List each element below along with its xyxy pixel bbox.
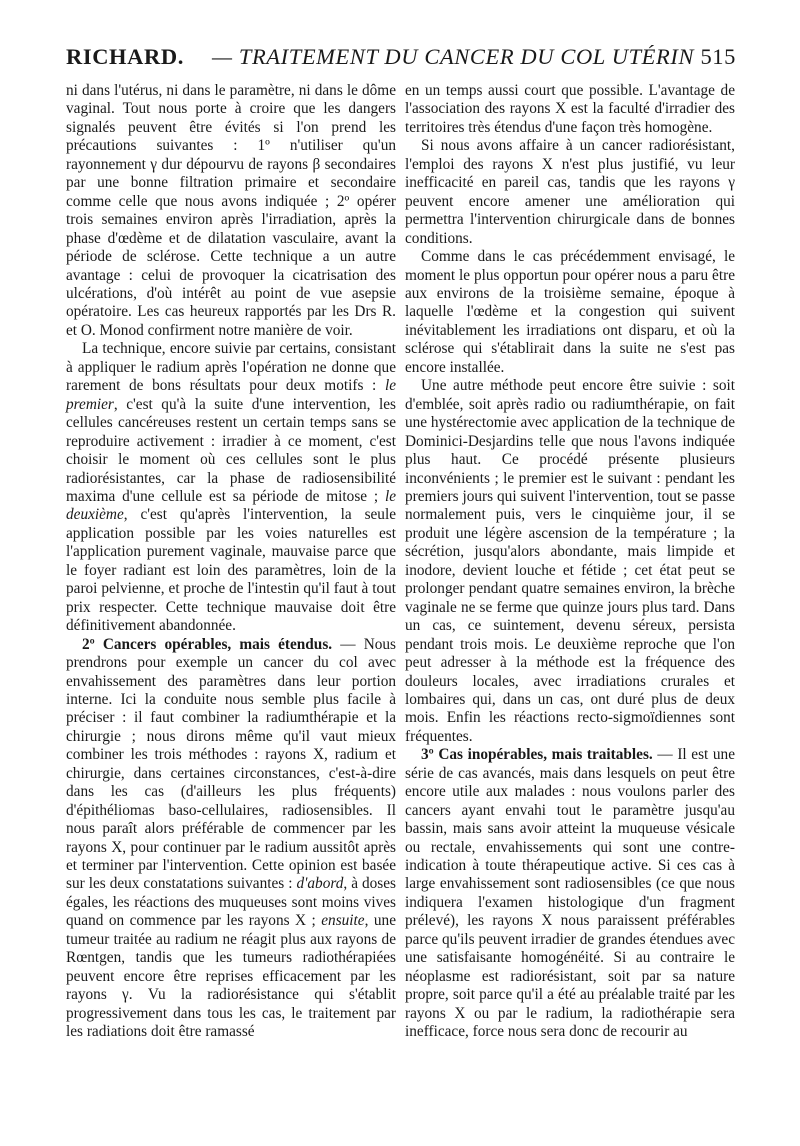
left-column xyxy=(66,82,396,1042)
text-run: , c'est qu'après l'intervention, la seule application possible par les voies naturelles est l'application purement vaginale, mauvaise parce que le foyer radiant est loin des paramètres, loin de la paroi pelvienne, et proche de l'intestin qu'il faut à tout prix respecter. Cette technique mauvaise doit être définitivement abandonnée. xyxy=(66,506,396,635)
paragraph: Comme dans le cas précédemment envisagé, le moment le plus opportun pour opérer nous a paru être aux environs de la troisième semaine, époque à laquelle l'œdème et la congestion qui suivent inévitablement les irradiations ont disparu, et où la sclérose qui s'établirait dans la suite ne s'est pas encore installée. xyxy=(405,248,735,376)
section-heading: 2º Cancers opérables, mais étendus. xyxy=(82,635,333,653)
paragraph: Une autre méthode peut encore être suivie : soit d'emblée, soit après radio ou radiumthérapie, on fait une hystérectomie avec application de la technique de Dominici-Desjardins telle que nous l'avons indiquée plus haut. Ce procédé présente plusieurs inconvénients ; le premier est le suivant : pendant les premiers jours qui suivent l'intervention, tout se passe normalement puis, vers le cinquième jour, il se produit une légère ascension de la température ; la sécrétion, jusqu'alors abondante, mais limpide et inodore, devient louche et fétide ; cet état peut se prolonger pendant quatre semaines environ, la brèche vaginale ne se ferme que quinze jours plus tard. Dans un cas, ce suintement, devenu séreux, persista pendant trois mois. Le deuxième reproche que l'on peut adresser à la méthode est la fréquence des douleurs locales, avec irradiations crurales et lombaires qui, dans un cas, ont duré plus de deux mois. Enfin les réactions recto-sigmoïdiennes sont fréquentes. xyxy=(405,377,736,745)
paragraph: en un temps aussi court que possible. L'avantage de l'association des rayons X est la faculté d'irradier des territoires très étendus d'une façon très homogène. xyxy=(405,82,735,136)
text-run: — Nous prendrons pour exemple un cancer du col avec envahissement des paramètres dans leur portion interne. Ici la conduite nous semble plus facile à préciser : il faut combiner la radiumthérapie et la chirurgie ; nous dirons même qu'il vaut mieux combiner les trois méthodes : rayons X, radium et chirurgie, dans certaines circonstances, c'est-à-dire dans les cas (d'ailleurs les plus fréquents) d'épithéliomas baso-cellulaires, radiosensibles. Il nous paraît alors préférable de commencer par les rayons X, pour continuer par le radium aussitôt après et terminer par l'intervention. Cette opinion est basée sur les deux constatations suivantes : xyxy=(66,635,397,893)
text-run: , c'est qu'à la suite d'une intervention, les cellules cancéreuses restent un certain temps sans se reproduire activement : irradier à ce moment, c'est choisir le moment où ces cellules sont le plus radiorésistantes, car la phase de radiosensibilité maxima d'une cellule est sa période de mitose ; xyxy=(66,395,396,505)
text-run: — Il est une série de cas avancés, mais dans lesquels on peut être encore utile aux malades : nous voulons parler des cancers ayant envahi tout le paramètre jusqu'au bassin, mais sans avoir atteint la muqueuse vésicale ou rectale, envahissements qui sont une contre-indication à toute thérapeutique active. Si ces cas à large envahissement sont radiosensibles (ce que nous indiquera l'examen histologique d'un fragment prélevé), les rayons X nous paraissent préférables parce qu'ils peuvent irradier de grandes étendues avec une satisfaisante homogénéité. Si au contraire le néoplasme est radiorésistant, soit par sa nature propre, soit parce qu'il a été au préalable traité par les rayons X ou par le radium, la radiothérapie sera inefficace, force nous sera donc de recourir au xyxy=(405,746,735,1041)
emphasis: ensuite xyxy=(321,912,365,930)
page-number: 515 xyxy=(700,44,736,69)
paragraph: ni dans l'utérus, ni dans le paramètre, ni dans le dôme vaginal. Tout nous porte à croire que les dangers signalés peuvent être évités si l'on prend les précautions suivantes : 1º n'utiliser qu'un rayonnement γ dur dépourvu de rayons β secondaires par une bonne filtration primaire et secondaire comme celle que nous avons indiquée ; 2º opérer trois semaines environ après l'irradiation, après la phase d'œdème et de dilatation vasculaire, avant la période de sclérose. Cette technique a un autre avantage : celui de provoquer la cicatrisation des ulcérations, d'où intérêt au point de vue asepsie opératoire. Les cas heureux rapportés par les Drs R. et O. Monod confirment notre manière de voir. xyxy=(66,82,396,339)
paragraph xyxy=(66,340,396,635)
text-run: , une tumeur traitée au radium ne réagit plus aux rayons de Rœntgen, tandis que les tumeurs radiothérapiées peuvent encore être reprises efficacement par les rayons γ. Vu la radiorésistance qui s'établit progressivement dans tous les cas, le traitement par les radiations doit être ramassé xyxy=(66,912,396,1041)
text-run: , à doses égales, les réactions des muqueuses sont moins vives quand on commence par les rayons X ; xyxy=(66,875,396,930)
paragraph xyxy=(405,746,735,1041)
running-header xyxy=(66,44,736,76)
right-column xyxy=(405,82,735,1042)
emphasis: le deuxième xyxy=(66,487,396,524)
header-title: — TRAITEMENT DU CANCER DU COL UTÉRIN xyxy=(212,44,695,69)
emphasis: le premier xyxy=(66,377,396,413)
section-heading: 3º Cas inopérables, mais traitables. xyxy=(421,746,653,764)
paragraph: Si nous avons affaire à un cancer radiorésistant, l'emploi des rayons X n'est plus justifié, vu leur inefficacité en pareil cas, tandis que les rayons γ peuvent encore amener une amélioration qui permettra l'intervention chirurgicale dans de bonnes conditions. xyxy=(405,137,735,247)
text-run: La technique, encore suivie par certains, consistant à appliquer le radium après l'opération ne donne que rarement de bons résultats pour deux motifs : xyxy=(66,340,396,395)
emphasis: d'abord xyxy=(296,875,344,893)
paragraph xyxy=(66,636,396,1042)
header-author: RICHARD. xyxy=(66,44,184,69)
